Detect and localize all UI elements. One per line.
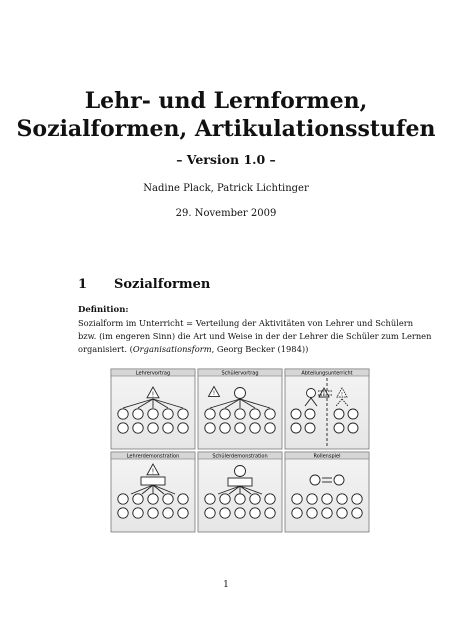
student-icon (307, 508, 317, 518)
student-icon (133, 423, 143, 433)
student-icon (178, 409, 188, 419)
student-icon (291, 409, 301, 419)
student-icon (352, 494, 362, 504)
student-icon (322, 494, 332, 504)
panel-label-schuelervortrag: Schülervortrag (221, 370, 259, 377)
student-icon (235, 494, 245, 504)
demonstration-table (228, 478, 252, 486)
student-icon (178, 508, 188, 518)
student-icon (118, 508, 128, 518)
student-icon (205, 409, 215, 419)
student-icon (133, 494, 143, 504)
panel-label-rollenspiel: Rollenspiel (313, 453, 341, 460)
student-icon (220, 494, 230, 504)
warning-mark: ! (151, 467, 155, 476)
student-icon (205, 423, 215, 433)
student-icon (148, 423, 158, 433)
student-icon (133, 508, 143, 518)
document-authors: Nadine Plack, Patrick Lichtinger (143, 183, 309, 194)
definition-line-3-end: , Georg Becker (1984)) (211, 344, 309, 354)
definition-heading: Definition: (78, 305, 129, 315)
student-icon (337, 508, 347, 518)
student-icon (178, 494, 188, 504)
student-icon (265, 508, 275, 518)
student-icon (163, 409, 173, 419)
definition-line-2: bzw. (im engeren Sinn) die Art und Weise in der der Lehrer die Schüler zum Lernen (78, 331, 432, 341)
student-icon (307, 494, 317, 504)
sozialformen-figure (110, 368, 372, 534)
student-icon (235, 409, 245, 419)
student-icon (291, 423, 301, 433)
student-icon (352, 508, 362, 518)
warning-mark: ! (322, 391, 326, 398)
student-icon (292, 494, 302, 504)
definition-term: Organisationsform (132, 344, 212, 354)
definition-line-1: Sozialform im Unterricht = Verteilung der Aktivitäten von Lehrer und Schülern (78, 318, 414, 328)
student-icon (148, 494, 158, 504)
student-icon (348, 409, 358, 419)
student-icon (163, 423, 173, 433)
warning-mark: ! (340, 391, 344, 398)
section-number: 1 (78, 277, 88, 292)
document-version: – Version 1.0 – (176, 152, 276, 167)
warning-mark: ! (151, 390, 155, 399)
panel-label-lehrervortrag: Lehrervortrag (135, 370, 171, 377)
student-icon (292, 508, 302, 518)
student-icon (235, 423, 245, 433)
role-player-icon (334, 475, 344, 485)
student-icon (235, 508, 245, 518)
definition-line-3-start: organisiert. ( (78, 344, 133, 354)
student-icon (220, 409, 230, 419)
section-heading (78, 277, 210, 292)
student-icon (250, 494, 260, 504)
student-icon (220, 423, 230, 433)
document-title-line-1: Lehr- und Lernformen, (84, 88, 368, 114)
presenting-student-icon (235, 388, 246, 399)
panel-label-schuelerdemonstration: Schülerdemonstration (212, 453, 268, 460)
student-icon (334, 409, 344, 419)
student-icon (265, 494, 275, 504)
demonstrating-student-icon (235, 466, 246, 477)
student-icon (118, 494, 128, 504)
section-title: Sozialformen (114, 277, 211, 292)
page-number: 1 (223, 580, 229, 590)
student-icon (334, 423, 344, 433)
student-icon (148, 409, 158, 419)
panel-rollenspiel (285, 452, 369, 532)
definition-line-3 (78, 344, 308, 354)
warning-mark: ! (212, 390, 216, 398)
student-icon (178, 423, 188, 433)
student-icon (118, 409, 128, 419)
demonstration-table (141, 477, 165, 485)
student-icon (220, 508, 230, 518)
student-icon (205, 494, 215, 504)
student-icon (163, 508, 173, 518)
student-icon (250, 409, 260, 419)
student-icon (205, 508, 215, 518)
student-icon (265, 423, 275, 433)
student-icon (118, 423, 128, 433)
student-icon (250, 423, 260, 433)
role-player-icon (310, 475, 320, 485)
group-student-icon (307, 389, 316, 398)
student-icon (348, 423, 358, 433)
student-icon (305, 423, 315, 433)
panel-label-lehrerdemonstration: Lehrerdemonstration (126, 453, 180, 460)
student-icon (148, 508, 158, 518)
panel-label-abteilungsunterricht: Abteilungsunterricht (301, 370, 353, 377)
student-icon (133, 409, 143, 419)
student-icon (163, 494, 173, 504)
student-icon (250, 508, 260, 518)
student-icon (337, 494, 347, 504)
document-title-line-2: Sozialformen, Artikulationsstufen (16, 116, 436, 142)
document-date: 29. November 2009 (175, 208, 277, 219)
student-icon (322, 508, 332, 518)
student-icon (265, 409, 275, 419)
student-icon (305, 409, 315, 419)
